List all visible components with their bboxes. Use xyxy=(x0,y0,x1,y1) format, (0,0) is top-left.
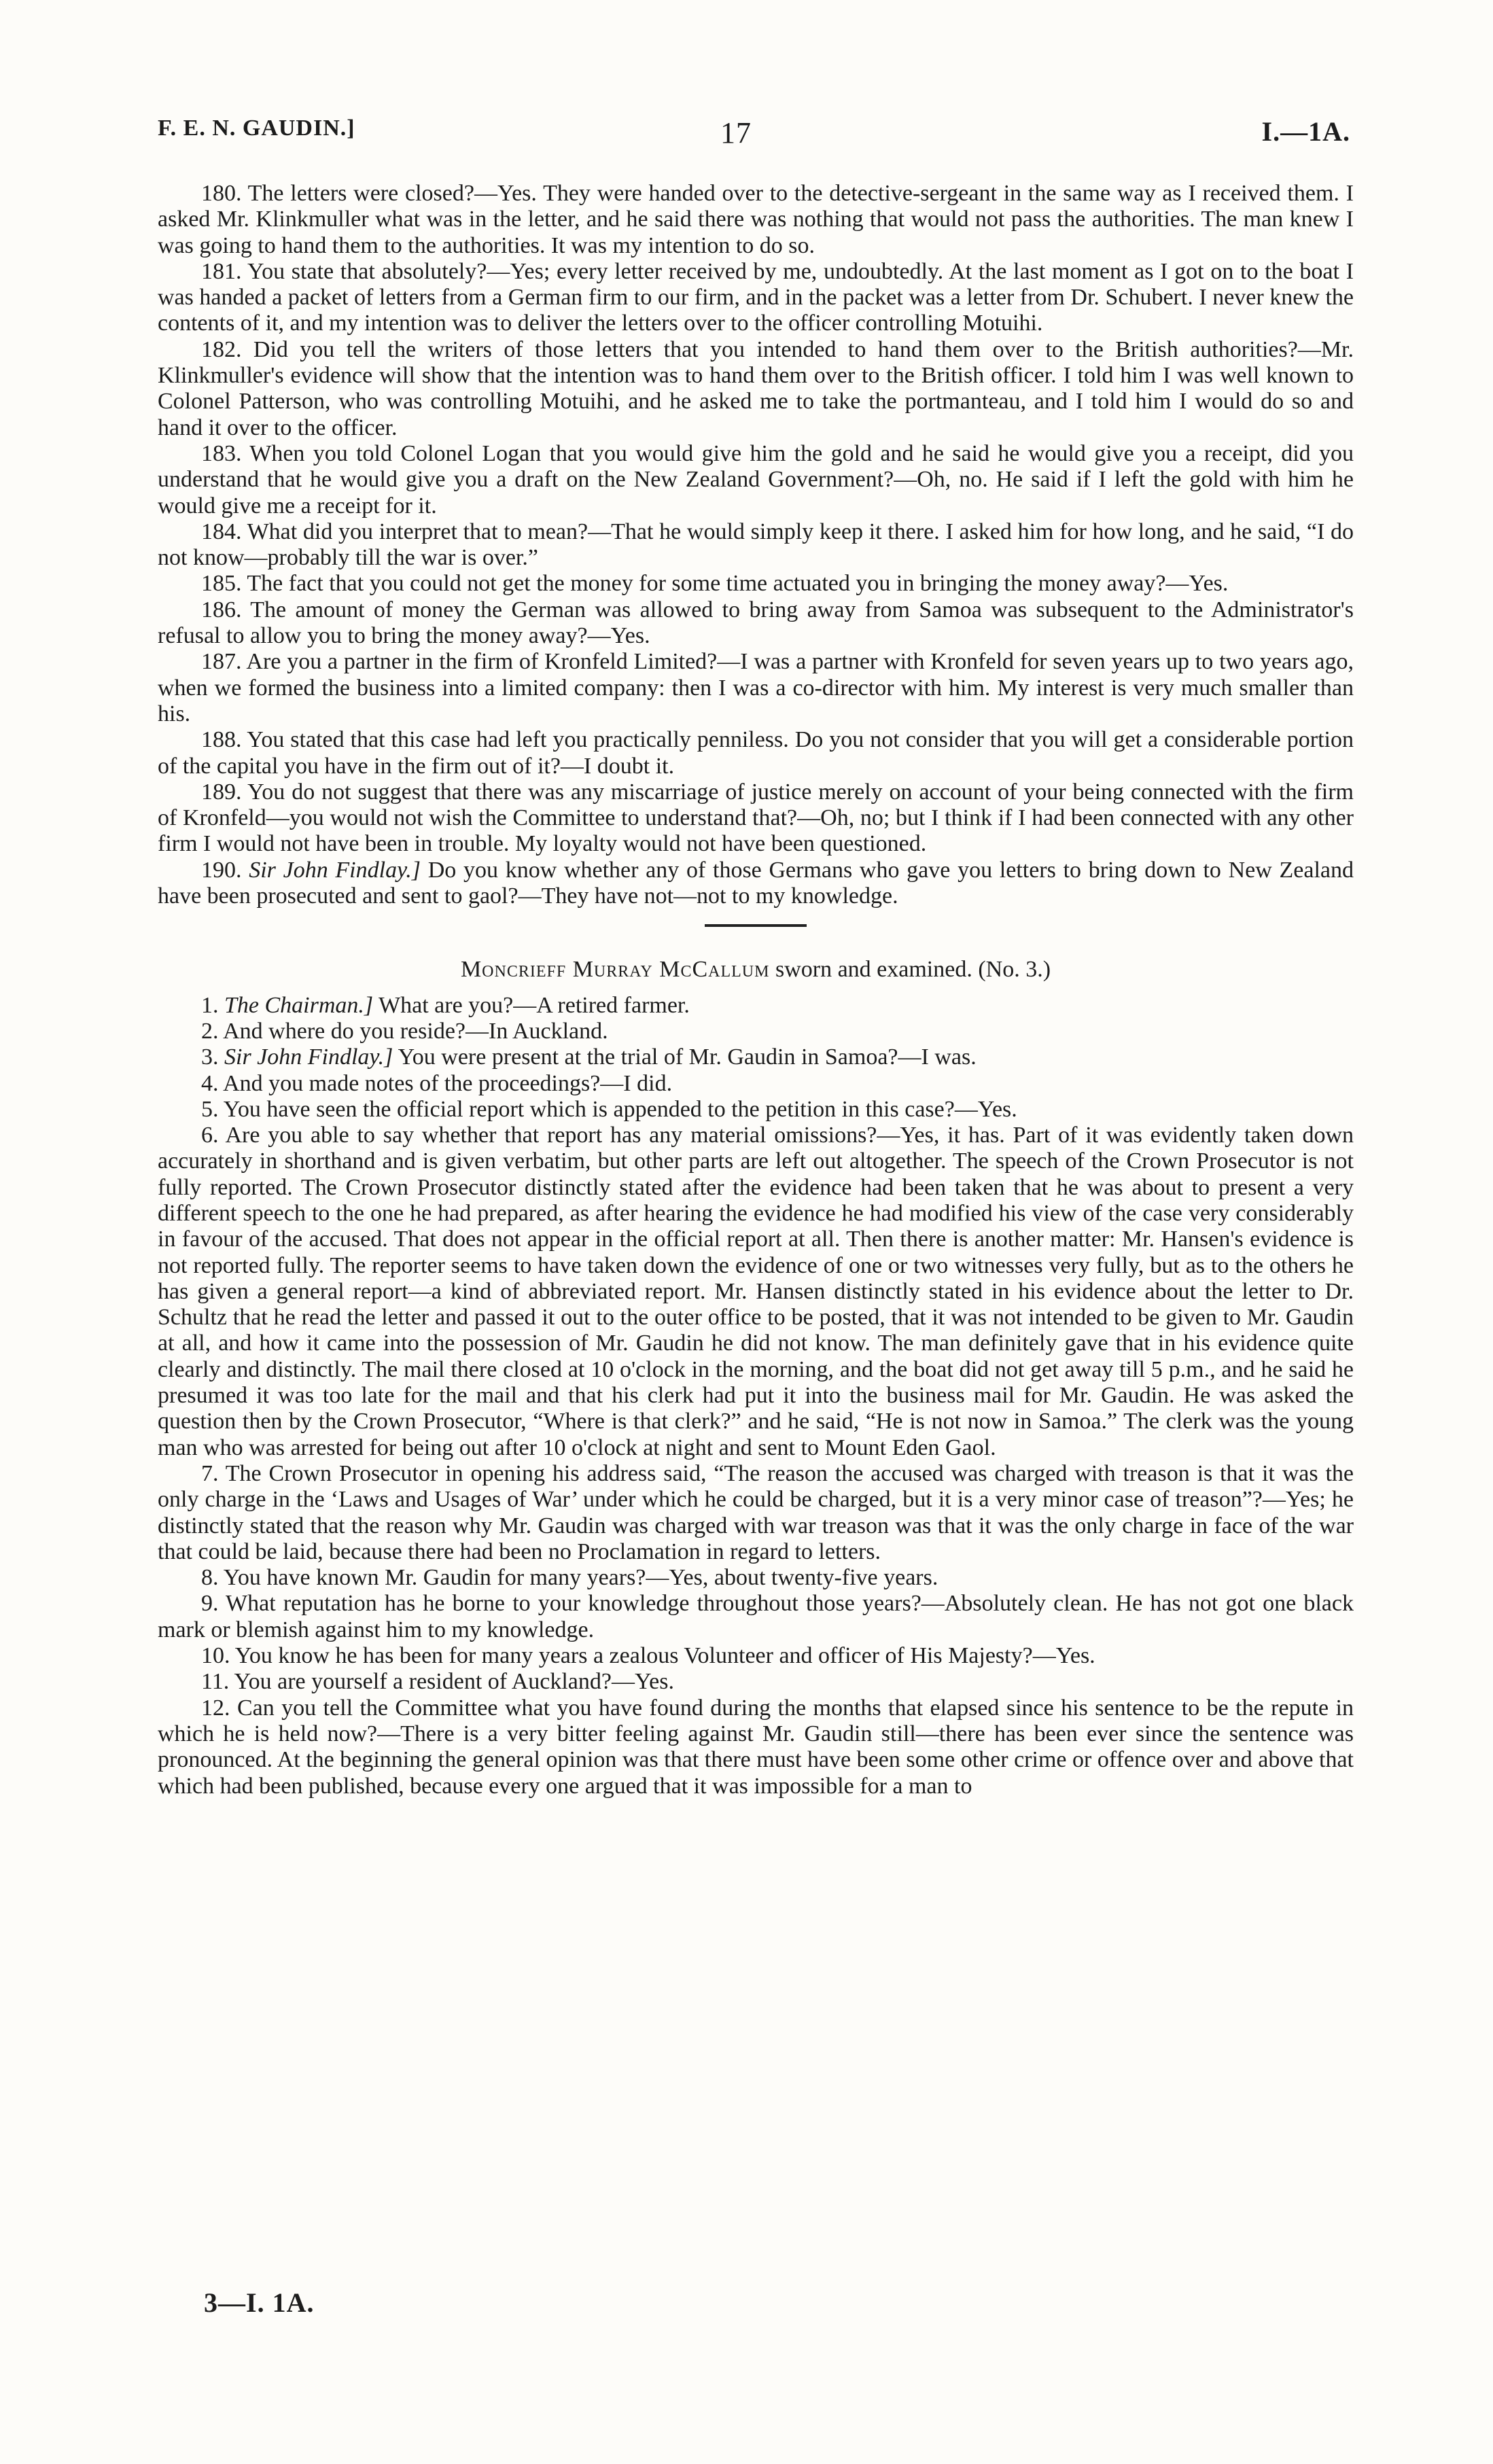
evidence-paragraph xyxy=(158,727,1354,779)
paper-reference: I.—1A. xyxy=(1261,116,1350,147)
paragraph-text: 189. You do not suggest that there was any miscarriage of justice merely on account of your being connected with the firm of Kronfeld—you would not wish the Committee to understand that?—Oh, no; but I think if I had been connected with any other firm I would not have been in trouble. My loyalty would not have been questioned. xyxy=(158,779,1354,857)
paragraph-text: 8. You have known Mr. Gaudin for many years?—Yes, about twenty-five years. xyxy=(201,1565,938,1591)
speaker-label: Sir John Findlay.] xyxy=(224,1044,393,1070)
evidence-paragraph xyxy=(158,519,1354,571)
paragraph-text: 180. The letters were closed?—Yes. They were handed over to the detective-sergeant in the same way as I received them. I asked Mr. Klinkmuller what was in the letter, and he said there was nothing that would not pass the authorities. The man knew I was going to hand them to the authorities. It was my intention to do so. xyxy=(158,181,1354,258)
evidence-paragraph xyxy=(158,1643,1354,1669)
evidence-part-mccallum xyxy=(158,993,1354,1799)
paragraph-text: 188. You stated that this case had left you practically penniless. Do you not consider that you will get a considerable portion of the capital you have in the firm out of it?—I doubt it. xyxy=(158,727,1354,779)
paragraph-text: 5. You have seen the official report which is appended to the petition in this case?—Yes. xyxy=(201,1096,1017,1122)
paragraph-text: What are you?—A retired farmer. xyxy=(379,992,690,1018)
evidence-paragraph xyxy=(158,1591,1354,1643)
question-number: 190. xyxy=(201,857,242,883)
evidence-paragraph xyxy=(158,649,1354,727)
running-header-witness: F. E. N. GAUDIN.] xyxy=(158,116,355,141)
evidence-paragraph xyxy=(158,1071,1354,1097)
evidence-paragraph xyxy=(158,1695,1354,1799)
witness-name: Moncrieff Murray McCallum xyxy=(460,957,770,983)
evidence-part-gaudin xyxy=(158,181,1354,909)
paragraph-text: 183. When you told Colonel Logan that you would give him the gold and he said he would give you a receipt, did you understand that he would give you a draft on the New Zealand Government?—Oh, no. He said if I left the gold with him he would give me a receipt for it. xyxy=(158,440,1354,518)
paragraph-text: 12. Can you tell the Committee what you have found during the months that elapsed since his sentence to be the repute in which he is held now?—There is a very bitter feeling against Mr. Gaudin still—there has been ever since the sentence was pronounced. At the beginning the general opinion was that there must have been some other crime or offence over and above that which had been published, because every one argued that it was impossible for a man to xyxy=(158,1695,1354,1799)
paragraph-text: 7. The Crown Prosecutor in opening his address said, “The reason the accused was charged with treason is that it was the only charge in the ‘Laws and Usages of War’ under which he could be charged, but it is a very minor case of treason”?—Yes; he distinctly stated that the reason why Mr. Gaudin was charged with war treason was that it was the only charge in face of the war that could be laid, because there had been no Proclamation in regard to letters. xyxy=(158,1460,1354,1564)
evidence-paragraph xyxy=(158,181,1354,259)
witness-heading xyxy=(158,957,1354,983)
paragraph-text: 185. The fact that you could not get the money for some time actuated you in bringing the money away?—Yes. xyxy=(201,571,1229,597)
paragraph-text: 9. What reputation has he borne to your knowledge throughout those years?—Absolutely clean. He has not got one black mark or blemish against him to my knowledge. xyxy=(158,1591,1354,1642)
evidence-paragraph xyxy=(158,1097,1354,1123)
evidence-paragraph xyxy=(158,1044,1354,1070)
paragraph-text: Do you know whether any of those Germans who gave you letters to bring down to New Zealand have been prosecuted and sent to gaol?—They have not—not to my knowledge. xyxy=(158,857,1354,909)
section-divider xyxy=(705,924,807,927)
signature-mark: 3—I. 1A. xyxy=(204,2287,315,2318)
speaker-label: Sir John Findlay.] xyxy=(249,857,421,883)
evidence-paragraph xyxy=(158,571,1354,597)
evidence-paragraph xyxy=(158,441,1354,519)
evidence-paragraph xyxy=(158,993,1354,1019)
evidence-paragraph xyxy=(158,858,1354,910)
question-number: 3. xyxy=(201,1044,219,1070)
paragraph-text: 4. And you made notes of the proceedings?—I did. xyxy=(201,1070,673,1096)
question-number: 1. xyxy=(201,992,219,1018)
paragraph-text: 6. Are you able to say whether that report has any material omissions?—Yes, it has. Part of it was evidently taken down accurately in shorthand and is given verbatim, but other parts are left out altogether. The speech of the Crown Prosecutor is not fully reported. The Crown Prosecutor distinctly stated after the evidence had been taken that he was about to present a very different speech to the one he had prepared, as after hearing the evidence he had modified his view of the case very considerably in favour of the accused. That does not appear in the official report at all. Then there is another matter: Mr. Hansen's evidence is not reported fully. The reporter seems to have taken down the evidence of one or two witnesses very fully, but as to the others he has given a general report—a kind of abbreviated report. Mr. Hansen distinctly stated in his evidence about the letter to Dr. Schultz that he read the letter and passed it out to the outer office to be posted, that it was not intended to be given to Mr. Gaudin at all, and how it came into the possession of Mr. Gaudin he did not know. The man definitely gave that in his evidence quite clearly and distinctly. The mail there closed at 10 o'clock in the morning, and the boat did not get away till 5 p.m., and he said he presumed it was too late for the mail and that his clerk had put it into the business mail for Mr. Gaudin. He was asked the question then by the Crown Prosecutor, “Where is that clerk?” and he said, “He is not now in Samoa.” The clerk was the young man who was arrested for being out after 10 o'clock at night and sent to Mount Eden Gaol. xyxy=(158,1123,1354,1460)
paragraph-text: 11. You are yourself a resident of Auckland?—Yes. xyxy=(201,1669,674,1695)
paragraph-text: 181. You state that absolutely?—Yes; every letter received by me, undoubtedly. At the last moment as I got on to the boat I was handed a packet of letters from a German firm to our firm, and in the packet was a letter from Dr. Schubert. I never knew the contents of it, and my intention was to deliver the letters over to the officer controlling Motuihi. xyxy=(158,258,1354,336)
evidence-text xyxy=(158,181,1354,1799)
witness-sworn: sworn and examined. xyxy=(775,957,972,983)
paragraph-text: 2. And where do you reside?—In Auckland. xyxy=(201,1018,608,1044)
paragraph-text: 184. What did you interpret that to mean?—That he would simply keep it there. I asked him for how long, and he said, “I do not know—probably till the war is over.” xyxy=(158,518,1354,571)
evidence-paragraph xyxy=(158,1461,1354,1565)
evidence-paragraph xyxy=(158,1669,1354,1695)
paragraph-text: 187. Are you a partner in the firm of Kronfeld Limited?—I was a partner with Kronfeld for seven years up to two years ago, when we formed the business into a limited company: then I was a co-director with him. My interest is very much smaller than his. xyxy=(158,649,1354,726)
evidence-paragraph xyxy=(158,259,1354,337)
paragraph-text: 182. Did you tell the writers of those letters that you intended to hand them over to the British authorities?—Mr. Klinkmuller's evidence will show that the intention was to hand them over to the British officer. I told him I was well known to Colonel Patterson, who was controlling Motuihi, and he asked me to take the portmanteau, and I told him I would do so and hand it over to the officer. xyxy=(158,336,1354,440)
evidence-paragraph xyxy=(158,1123,1354,1461)
evidence-paragraph xyxy=(158,337,1354,441)
evidence-paragraph xyxy=(158,779,1354,858)
paragraph-text: You were present at the trial of Mr. Gaudin in Samoa?—I was. xyxy=(398,1044,977,1070)
speaker-label: The Chairman.] xyxy=(224,992,374,1018)
page-number: 17 xyxy=(720,116,752,149)
evidence-paragraph xyxy=(158,597,1354,650)
paragraph-text: 186. The amount of money the German was allowed to bring away from Samoa was subsequent to the Administrator's refusal to allow you to bring the money away?—Yes. xyxy=(158,597,1354,649)
witness-number: (No. 3.) xyxy=(978,957,1051,983)
evidence-paragraph xyxy=(158,1019,1354,1044)
paragraph-text: 10. You know he has been for many years a zealous Volunteer and officer of His Majesty?—Yes. xyxy=(201,1643,1095,1669)
evidence-paragraph xyxy=(158,1565,1354,1591)
